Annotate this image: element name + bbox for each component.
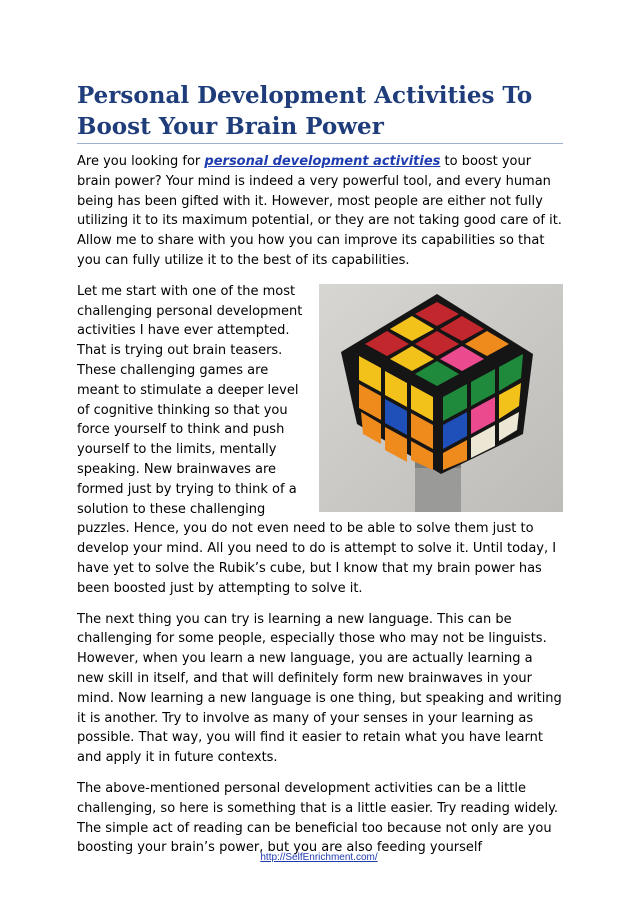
article-title: Personal Development Activities To Boost Your Brain Power bbox=[77, 82, 533, 140]
rubiks-cube-image bbox=[319, 284, 563, 512]
paragraph-reading: The above-mentioned personal development activities can be a little challenging, so here is something that is a little easier. Try reading widely. The simple act of reading can be beneficial too because not only are you boosting your brain’s power, but you are also feeding yourself bbox=[77, 780, 559, 856]
keyword-link[interactable]: personal development activities bbox=[204, 154, 441, 169]
paragraph-language: The next thing you can try is learning a new language. This can be challenging for some people, especially those who may not be linguists. However, when you learn a new language, you are actually learning a new skill in itself, and that will definitely form new brainwaves in your mind. Now learning a new language is one thing, but speaking and writing it is another. Try to involve as many of your senses in your learning as possible. That way, you will find it easier to retain what you have learnt and apply it in future contexts. bbox=[77, 611, 562, 766]
paragraph-brain-teasers bbox=[77, 282, 563, 599]
article-body bbox=[77, 152, 563, 869]
rubiks-cube-icon bbox=[319, 284, 563, 512]
footer-link[interactable]: http://SelfEnrichment.com/ bbox=[260, 852, 378, 863]
intro-text-end: to boost your brain power? Your mind is indeed a very powerful tool, and every human being has been gifted with it. However, most people are either not fully utilizing it to its maximum potential, or they are not taking good care of it. Allow me to share with you how you can improve its capabilities so that you can fully utilize it to the best of its capabilities. bbox=[77, 154, 562, 268]
title-divider bbox=[77, 143, 563, 144]
paragraph-intro bbox=[77, 152, 563, 271]
intro-text-start: Are you looking for bbox=[77, 154, 205, 169]
brain-teasers-text: Let me start with one of the most challenging personal development activities I have ever attempted. That is trying out brain teasers. These challenging games are meant to stimulate a deeper level of cognitive thinking so that you force yourself to think and push yourself to the limits, mentally speaking. New brainwaves are formed just by trying to think of a solution to these challenging puzzles. Hence, you do not even need to be able to solve them just to develop your mind. All you need to do is attempt to solve it. Until today, I have yet to solve the Rubik’s cube, but I know that my brain power has been boosted just by attempting to solve it. bbox=[77, 283, 557, 596]
